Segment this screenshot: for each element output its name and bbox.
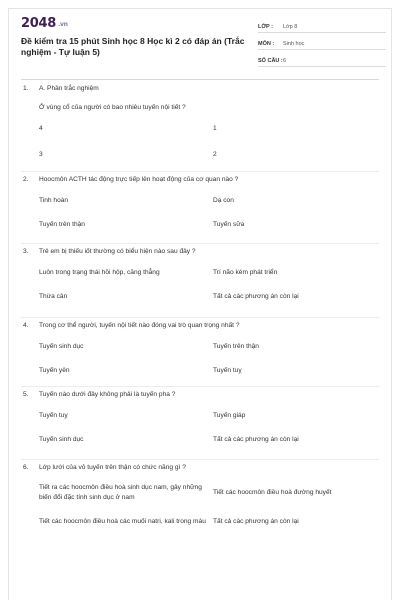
answer-option[interactable]: Trí não kém phát triển — [213, 269, 278, 276]
question-subtext: Ở vùng cổ của người có bao nhiêu tuyến nội tiết ? — [39, 104, 186, 111]
answer-option[interactable]: Tuyến trên thận — [39, 220, 85, 228]
answer-option[interactable]: Tuyến tuỵ — [213, 366, 242, 374]
question-text: Hoocmôn ACTH tác động trực tiếp lên hoạt động của cơ quan nào ? — [39, 176, 239, 183]
question-number: 4. — [23, 322, 29, 329]
answer-option[interactable]: Tiết các hoocmôn điều hoà các muối natri, kali trong máu — [39, 517, 206, 525]
worksheet-page — [8, 8, 392, 600]
answer-option[interactable]: Tất cả các phương án còn lại — [213, 292, 299, 300]
page-title: Đề kiểm tra 15 phút Sinh học 8 Học kì 2 có đáp án (Trắc nghiệm - Tự luận 5) — [21, 36, 245, 57]
question-4 — [23, 322, 379, 375]
answer-option[interactable]: 3 — [39, 150, 43, 158]
meta-label: LỚP : — [258, 24, 273, 30]
question-number: 1. — [23, 85, 29, 92]
site-logo[interactable] — [21, 16, 68, 31]
answer-option[interactable]: Tuyến trên thận — [213, 343, 259, 350]
answer-option[interactable]: 2 — [213, 150, 217, 158]
question-divider — [21, 171, 379, 172]
header-divider — [21, 79, 379, 80]
question-text: Trong cơ thể người, tuyến nội tiết nào đóng vai trò quan trọng nhất ? — [39, 322, 240, 329]
question-5 — [23, 391, 379, 444]
question-6 — [23, 464, 379, 531]
meta-row-class — [258, 19, 386, 33]
answer-option[interactable]: 4 — [39, 125, 43, 132]
question-number: 2. — [23, 176, 29, 183]
answer-option[interactable]: Tuyến tuỵ — [39, 412, 68, 419]
answer-option[interactable]: Tiết ra các hoocmôn điều hoà sinh dục nam, gây những biến đổi đặc tính sinh dục ở nam — [39, 484, 202, 501]
answer-option[interactable]: Thừa cân — [39, 292, 68, 300]
question-divider — [21, 386, 379, 387]
answer-option[interactable]: Tuyến sinh dục — [39, 435, 84, 443]
logo-text: 2048 — [21, 16, 56, 31]
answer-option[interactable]: Tuyến giáp — [213, 412, 246, 419]
meta-value: 6 — [283, 58, 287, 64]
meta-row-count — [258, 53, 386, 67]
meta-value: Lớp 8 — [283, 24, 298, 30]
question-text: A. Phần trắc nghiệm — [39, 85, 99, 92]
question-number: 5. — [23, 391, 29, 398]
question-text: Lớp lưới của vỏ tuyến trên thận có chức năng gì ? — [39, 464, 186, 471]
question-divider — [21, 459, 379, 460]
meta-label: MÔN : — [258, 41, 275, 47]
answer-option[interactable]: Tuyến sinh dục — [39, 343, 84, 350]
question-divider — [21, 243, 379, 244]
meta-value: Sinh học — [283, 41, 305, 47]
answer-option[interactable]: Luôn trong trạng thái hồi hộp, căng thẳng — [39, 269, 160, 276]
meta-row-subject — [258, 36, 386, 50]
question-2 — [23, 176, 379, 229]
logo-suffix: .vn — [57, 21, 68, 28]
meta-label: SỐ CÂU : — [258, 58, 283, 64]
question-3 — [23, 248, 379, 301]
question-number: 6. — [23, 464, 29, 471]
question-text: Trẻ em bị thiếu iốt thường có biểu hiện nào sau đây ? — [39, 248, 196, 255]
answer-option[interactable]: Tiết các hoocmôn điều hoà đường huyết — [213, 488, 332, 496]
answer-option[interactable]: Tuyến sữa — [213, 220, 245, 228]
answer-option[interactable]: 1 — [213, 125, 217, 132]
answer-option[interactable]: Dạ con — [213, 197, 234, 204]
answer-option[interactable]: Tất cả các phương án còn lại — [213, 435, 299, 443]
question-text: Tuyến nào dưới đây không phải là tuyến pha ? — [39, 391, 176, 398]
question-number: 3. — [23, 248, 29, 255]
question-1 — [23, 85, 379, 159]
question-divider — [21, 317, 379, 318]
answer-option[interactable]: Tất cả các phương án còn lại — [213, 517, 299, 525]
answer-option[interactable]: Tinh hoàn — [39, 197, 69, 204]
answer-option[interactable]: Tuyến yên — [39, 366, 70, 374]
meta-info — [258, 19, 386, 67]
